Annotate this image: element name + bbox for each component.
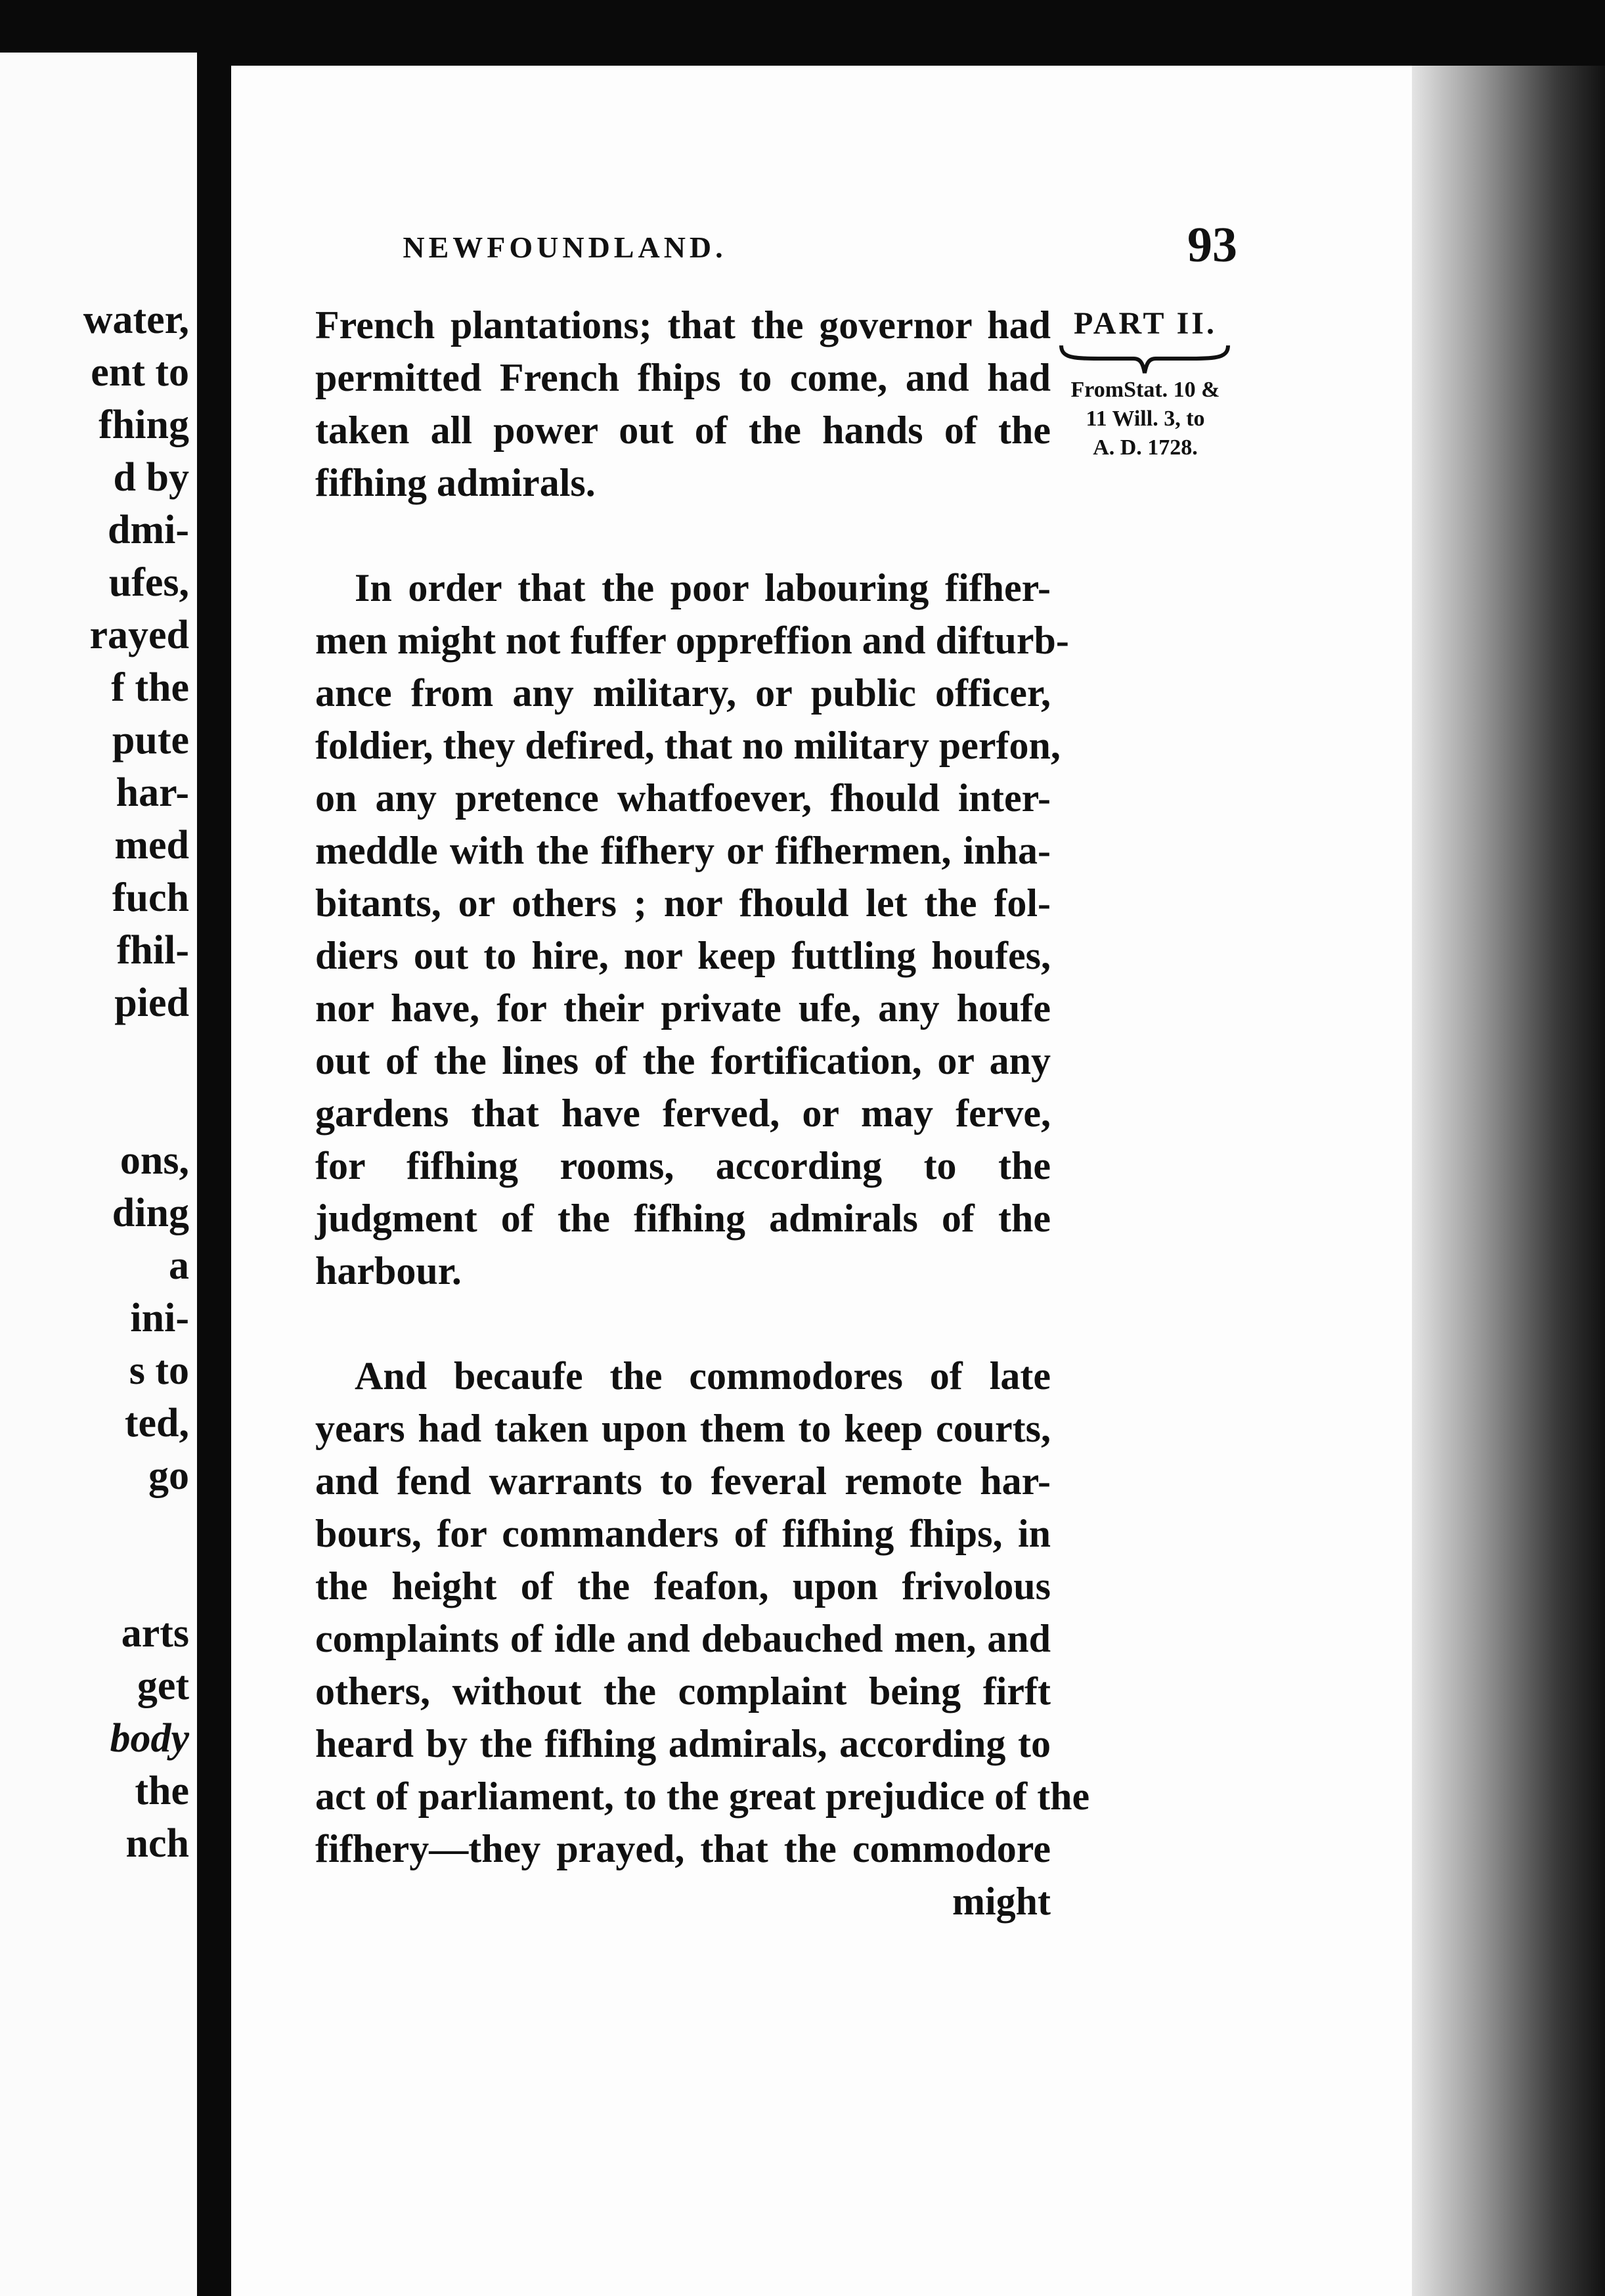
text-line: complaints of idle and debauched men, and bbox=[315, 1617, 1051, 1660]
left-line: the bbox=[135, 1769, 189, 1813]
left-line: ding bbox=[112, 1191, 189, 1235]
page-edge-shadow bbox=[1412, 66, 1605, 2296]
left-line: go bbox=[148, 1453, 189, 1498]
text-line: harbour. bbox=[315, 1249, 462, 1292]
left-line: pied bbox=[114, 981, 189, 1025]
text-line: for fifhing rooms, according to the bbox=[315, 1144, 1051, 1187]
text-line: diers out to hire, nor keep futtling houfes, bbox=[315, 934, 1051, 977]
text-line: bours, for commanders of fifhing fhips, in bbox=[315, 1512, 1051, 1555]
text-line: the height of the feafon, upon frivolous bbox=[315, 1564, 1051, 1608]
text-line: men might not fuffer oppreffion and difturb- bbox=[315, 619, 1069, 662]
text-line: act of parliament, to the great prejudice of the bbox=[315, 1775, 1090, 1818]
left-line: ini- bbox=[130, 1296, 189, 1340]
text-line: fifhery—they prayed, that the commodore bbox=[315, 1827, 1051, 1870]
left-line: ent to bbox=[91, 350, 189, 395]
left-line: arts bbox=[121, 1611, 189, 1656]
left-line: pute bbox=[112, 718, 189, 762]
left-line: f the bbox=[111, 665, 189, 710]
page-number: 93 bbox=[1187, 217, 1237, 273]
text-line: gardens that have ferved, or may ferve, bbox=[315, 1092, 1051, 1135]
text-line: on any pretence whatfoever, fhould inter- bbox=[315, 776, 1051, 820]
body-text bbox=[315, 299, 1090, 1928]
margin-note bbox=[1049, 305, 1241, 462]
margin-note-part: PART II. bbox=[1074, 306, 1217, 341]
left-line: nch bbox=[125, 1821, 189, 1866]
left-line: body bbox=[110, 1716, 189, 1761]
curly-brace-icon bbox=[1059, 342, 1231, 376]
left-line: dmi- bbox=[108, 508, 189, 552]
text-line: meddle with the fifhery or fifhermen, inha- bbox=[315, 829, 1051, 872]
left-line: ufes, bbox=[108, 560, 189, 605]
left-line: ons, bbox=[120, 1138, 189, 1183]
paragraph bbox=[315, 299, 1051, 509]
paragraph bbox=[315, 1350, 1090, 1875]
text-line: nor have, for their private ufe, any houfe bbox=[315, 986, 1051, 1030]
text-line: ance from any military, or public officer, bbox=[315, 671, 1051, 715]
text-line: bitants, or others ; nor fhould let the fol- bbox=[315, 881, 1051, 925]
catchword: might bbox=[952, 1880, 1051, 1923]
left-line: med bbox=[114, 823, 189, 868]
left-line: s to bbox=[129, 1348, 189, 1393]
left-line: fuch bbox=[112, 875, 189, 920]
running-head: NEWFOUNDLAND. bbox=[403, 231, 727, 264]
text-line: heard by the fifhing admirals, according to bbox=[315, 1722, 1051, 1765]
left-line: water, bbox=[83, 298, 189, 342]
text-line: years had taken upon them to keep courts, bbox=[315, 1407, 1051, 1450]
left-line: fhil- bbox=[116, 928, 189, 973]
text-line: French plantations; that the governor had bbox=[315, 303, 1051, 347]
text-line: In order that the poor labouring fifher- bbox=[355, 566, 1051, 609]
left-line: d by bbox=[113, 455, 189, 500]
left-line: rayed bbox=[89, 613, 189, 657]
left-line: a bbox=[169, 1243, 189, 1288]
margin-note-line: 11 Will. 3, to bbox=[1086, 407, 1205, 431]
text-line: taken all power out of the hands of the bbox=[315, 408, 1051, 452]
text-line: And becaufe the commodores of late bbox=[355, 1354, 1051, 1398]
margin-note-line: A. D. 1728. bbox=[1093, 435, 1198, 460]
text-line: fifhing admirals. bbox=[315, 461, 596, 504]
text-line: judgment of the fifhing admirals of the bbox=[315, 1197, 1051, 1240]
text-line: out of the lines of the fortification, or any bbox=[315, 1039, 1051, 1082]
left-line: har- bbox=[116, 770, 189, 815]
paragraph bbox=[315, 562, 1069, 1297]
left-line: ted, bbox=[124, 1401, 189, 1446]
text-line: and fend warrants to feveral remote har- bbox=[315, 1459, 1051, 1503]
text-line: permitted French fhips to come, and had bbox=[315, 356, 1051, 399]
left-line: fhing bbox=[99, 403, 189, 447]
text-line: others, without the complaint being firft bbox=[315, 1669, 1051, 1713]
text-line: foldier, they defired, that no military perfon, bbox=[315, 724, 1061, 767]
margin-note-line: FromStat. 10 & bbox=[1070, 378, 1220, 402]
previous-page-fragment bbox=[0, 53, 197, 2296]
left-line: get bbox=[137, 1664, 189, 1708]
